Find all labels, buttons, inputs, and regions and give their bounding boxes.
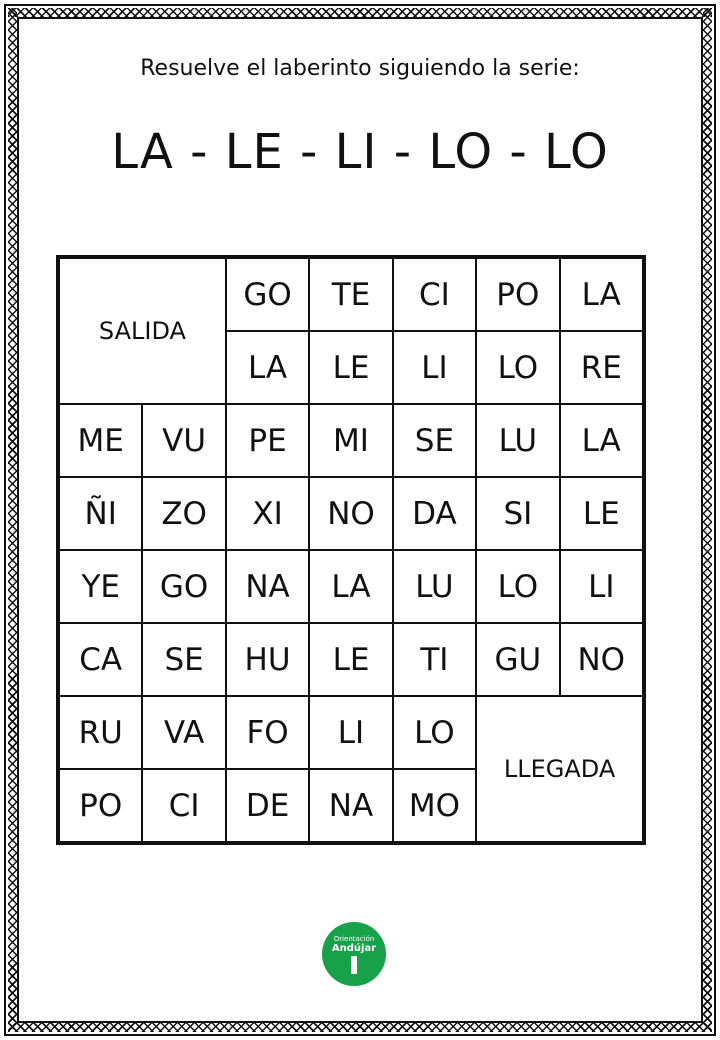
maze-cell[interactable]: SE	[393, 404, 476, 477]
maze-cell[interactable]: MI	[309, 404, 392, 477]
maze-cell[interactable]: YE	[59, 550, 142, 623]
maze-cell[interactable]: HU	[226, 623, 309, 696]
maze-cell[interactable]: NA	[226, 550, 309, 623]
maze-cell[interactable]: LE	[560, 477, 643, 550]
maze-cell[interactable]: RU	[59, 696, 142, 769]
maze-cell[interactable]: CI	[393, 258, 476, 331]
maze-cell[interactable]: SE	[142, 623, 225, 696]
logo-line-2: Andújar	[331, 942, 377, 954]
series-title: LA - LE - LI - LO - LO	[111, 124, 609, 180]
maze-start[interactable]: SALIDA	[59, 258, 226, 404]
maze-cell[interactable]: PO	[59, 769, 142, 842]
maze-cell[interactable]: VA	[142, 696, 225, 769]
maze-cell[interactable]: GO	[226, 258, 309, 331]
pencil-icon	[351, 956, 357, 974]
decorative-border-bottom	[8, 1023, 712, 1032]
maze-cell[interactable]: LI	[560, 550, 643, 623]
maze-cell[interactable]: ÑI	[59, 477, 142, 550]
maze-cell[interactable]: NO	[560, 623, 643, 696]
maze-cell[interactable]: LI	[393, 331, 476, 404]
maze-cell[interactable]: LO	[476, 331, 559, 404]
logo-line-1: Orientación	[333, 934, 375, 943]
maze-cell[interactable]: LU	[393, 550, 476, 623]
maze-cell[interactable]: LE	[309, 623, 392, 696]
maze-cell[interactable]: TI	[393, 623, 476, 696]
maze-cell[interactable]: PO	[476, 258, 559, 331]
maze-cell[interactable]: CA	[59, 623, 142, 696]
maze-cell[interactable]: FO	[226, 696, 309, 769]
decorative-border-top	[8, 8, 712, 17]
maze-cell[interactable]: NO	[309, 477, 392, 550]
maze-cell[interactable]: LO	[476, 550, 559, 623]
orientacion-andujar-logo	[322, 922, 386, 986]
maze-cell[interactable]: LU	[476, 404, 559, 477]
maze-cell[interactable]: GU	[476, 623, 559, 696]
maze-cell[interactable]: VU	[142, 404, 225, 477]
maze-cell[interactable]: CI	[142, 769, 225, 842]
maze-cell[interactable]: LI	[309, 696, 392, 769]
maze-cell[interactable]: LA	[560, 258, 643, 331]
maze-cell[interactable]: MO	[393, 769, 476, 842]
maze-cell[interactable]: XI	[226, 477, 309, 550]
maze-cell[interactable]: LE	[309, 331, 392, 404]
maze-cell[interactable]: ZO	[142, 477, 225, 550]
maze-cell[interactable]: SI	[476, 477, 559, 550]
maze-cell[interactable]: GO	[142, 550, 225, 623]
instruction-text: Resuelve el laberinto siguiendo la serie:	[140, 56, 580, 81]
maze-grid	[56, 255, 646, 845]
maze-cell[interactable]: LA	[226, 331, 309, 404]
maze-cell[interactable]: LA	[309, 550, 392, 623]
maze-cell[interactable]: LO	[393, 696, 476, 769]
maze-cell[interactable]: DE	[226, 769, 309, 842]
maze-cell[interactable]: NA	[309, 769, 392, 842]
maze-cell[interactable]: ME	[59, 404, 142, 477]
maze-cell[interactable]: LA	[560, 404, 643, 477]
maze-cell[interactable]: PE	[226, 404, 309, 477]
maze-cell[interactable]: RE	[560, 331, 643, 404]
maze-cell[interactable]: DA	[393, 477, 476, 550]
maze-cell[interactable]: TE	[309, 258, 392, 331]
maze-end[interactable]: LLEGADA	[476, 696, 643, 842]
